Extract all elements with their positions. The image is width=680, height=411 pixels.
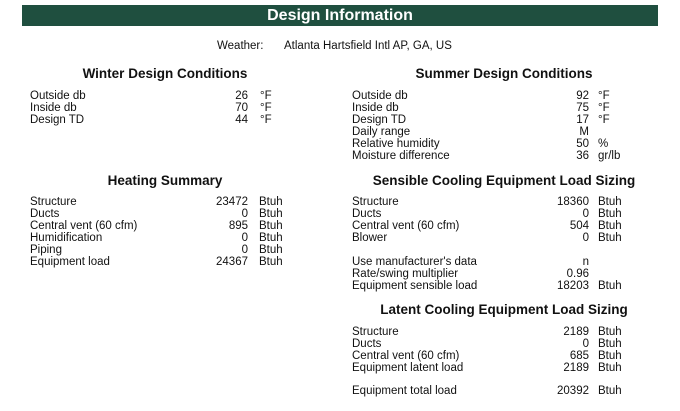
row-value: 23472 [216,196,248,208]
row-unit: Btuh [598,350,622,362]
row-label: Humidification [30,232,103,244]
row-value: 895 [228,220,248,232]
table-row [30,90,330,102]
table-row [30,114,330,126]
weather-value: Atlanta Hartsfield Intl AP, GA, US [284,40,452,52]
table-row [352,268,652,280]
row-value: 44 [235,114,248,126]
row-label: Structure [352,326,399,338]
row-value: 18203 [557,280,589,292]
row-value: 0 [241,208,248,220]
row-unit: Btuh [259,244,283,256]
row-label: Use manufacturer's data [352,256,477,268]
row-value: 2189 [563,362,589,374]
row-label: Equipment load [30,256,110,268]
row-label: Relative humidity [352,138,440,150]
row-value: 24367 [216,256,248,268]
row-value: 17 [576,114,589,126]
row-label: Inside db [30,102,77,114]
row-unit: Btuh [598,220,622,232]
row-unit: °F [260,114,272,126]
row-label: Rate/swing multiplier [352,268,459,280]
table-row [352,338,652,350]
row-value: 0 [582,232,589,244]
table-row [352,350,652,362]
row-unit: Btuh [598,362,622,374]
row-label: Central vent (60 cfm) [352,220,460,232]
row-label: Inside db [352,102,399,114]
row-label: Daily range [352,126,411,138]
row-unit: °F [260,102,272,114]
row-value: 92 [576,90,589,102]
table-row [352,150,652,162]
row-label: Central vent (60 cfm) [352,350,460,362]
row-unit: Btuh [598,232,622,244]
table-row [352,326,652,338]
table-row [352,220,652,232]
table-row [352,126,652,138]
row-value: M [579,126,589,138]
row-unit: % [598,138,609,150]
heating-heading: Heating Summary [107,173,223,188]
table-row [352,256,652,268]
table-row [30,220,330,232]
row-value: 36 [576,150,589,162]
row-value: 70 [235,102,248,114]
table-row [30,244,330,256]
row-unit: Btuh [259,208,283,220]
row-label: Central vent (60 cfm) [30,220,138,232]
row-label: Ducts [352,338,382,350]
latent-heading: Latent Cooling Equipment Load Sizing [380,302,628,317]
row-unit: Btuh [598,280,622,292]
row-value: 0 [241,244,248,256]
row-unit: Btuh [259,256,283,268]
winter-heading: Winter Design Conditions [82,66,248,81]
row-value: 2189 [563,326,589,338]
row-unit: Btuh [259,232,283,244]
row-unit: Btuh [598,338,622,350]
row-unit: Btuh [598,196,622,208]
row-unit: Btuh [598,385,622,397]
table-row [352,90,652,102]
table-row [352,280,652,292]
row-value: 50 [576,138,589,150]
row-label: Blower [352,232,388,244]
row-unit: Btuh [598,326,622,338]
table-row [352,232,652,244]
row-label: Structure [352,196,399,208]
page-title: Design Information [22,5,658,26]
row-unit: °F [598,114,610,126]
row-value: 20392 [557,385,589,397]
row-label: Design TD [30,114,85,126]
table-row [352,362,652,374]
row-label: Outside db [352,90,408,102]
row-unit: °F [260,90,272,102]
row-label: Ducts [30,208,60,220]
row-value: 504 [569,220,589,232]
row-label: Moisture difference [352,150,450,162]
table-row [352,102,652,114]
row-label: Piping [30,244,62,256]
table-row [352,196,652,208]
table-row [352,208,652,220]
row-value: n [582,256,589,268]
row-unit: gr/lb [598,150,621,162]
sensible-heading: Sensible Cooling Equipment Load Sizing [372,173,636,188]
row-label: Equipment total load [352,385,457,397]
row-value: 0 [582,338,589,350]
row-label: Equipment latent load [352,362,464,374]
table-row [30,232,330,244]
row-unit: Btuh [598,208,622,220]
table-row [352,385,652,397]
row-value: 26 [235,90,248,102]
row-value: 75 [576,102,589,114]
table-row [30,102,330,114]
row-label: Outside db [30,90,86,102]
row-value: 0 [582,208,589,220]
row-unit: Btuh [259,220,283,232]
row-value: 0.96 [566,268,589,280]
table-row [30,256,330,268]
row-value: 685 [569,350,589,362]
row-label: Structure [30,196,77,208]
table-row [30,196,330,208]
row-value: 18360 [557,196,589,208]
summer-heading: Summer Design Conditions [415,66,593,81]
weather-label: Weather: [217,40,264,52]
table-row [352,138,652,150]
row-label: Equipment sensible load [352,280,478,292]
row-label: Ducts [352,208,382,220]
row-label: Design TD [352,114,407,126]
row-unit: °F [598,90,610,102]
row-value: 0 [241,232,248,244]
table-row [30,208,330,220]
row-unit: Btuh [259,196,283,208]
table-row [352,114,652,126]
row-unit: °F [598,102,610,114]
